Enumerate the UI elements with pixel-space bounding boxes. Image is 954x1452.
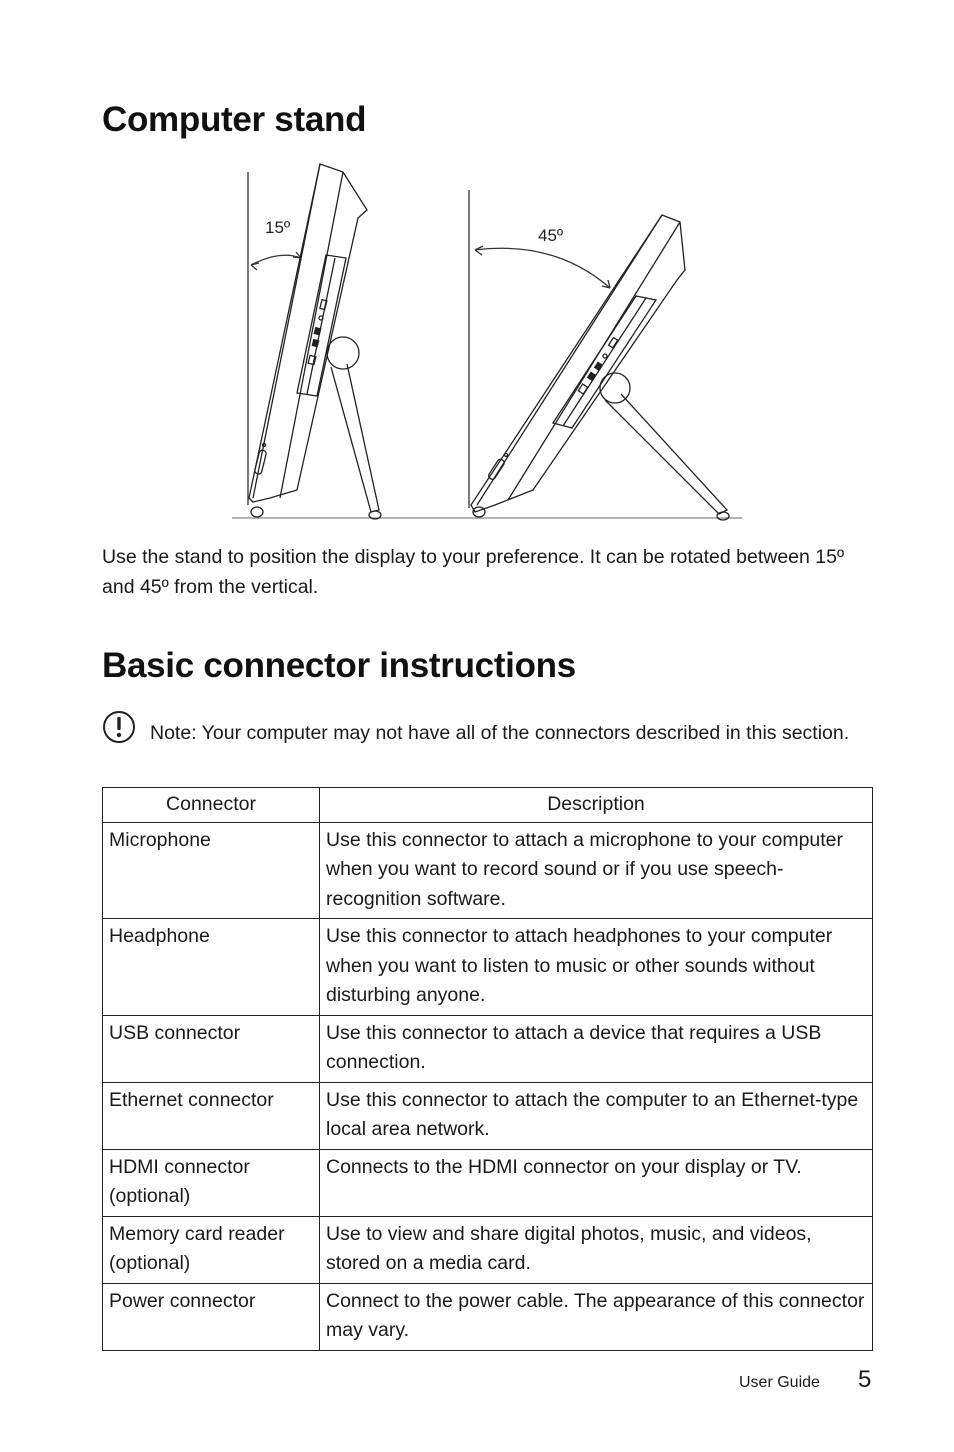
column-header-description: Description: [320, 788, 873, 823]
description-cell: Use this connector to attach a microphone to your computer when you want to record sound or if you use speech-recognition software.: [320, 822, 873, 919]
connector-table: [102, 787, 873, 1351]
note-body: Your computer may not have all of the connectors described in this section.: [196, 722, 850, 744]
angle-label-45: 45º: [538, 226, 564, 245]
table-row: [103, 1216, 873, 1283]
connector-cell: Power connector: [103, 1283, 320, 1350]
stand-description: Use the stand to position the display to your preference. It can be rotated between 15º and 45º from the vertical.: [102, 546, 845, 598]
connector-cell: HDMI connector (optional): [103, 1149, 320, 1216]
column-header-connector: Connector: [103, 788, 320, 823]
note-text: [150, 718, 870, 748]
description-cell: Connects to the HDMI connector on your display or TV.: [320, 1149, 873, 1216]
table-header-row: [103, 788, 873, 823]
connector-cell: Headphone: [103, 919, 320, 1016]
description-cell: Use to view and share digital photos, music, and videos, stored on a media card.: [320, 1216, 873, 1283]
table-row: [103, 1283, 873, 1350]
connector-cell: Microphone: [103, 822, 320, 919]
description-cell: Use this connector to attach a device that requires a USB connection.: [320, 1015, 873, 1082]
page-number: 5: [858, 1366, 872, 1393]
section-title-connectors: Basic connector instructions: [102, 646, 576, 685]
stand-angle-figure: [225, 160, 750, 525]
table-row: [103, 919, 873, 1016]
connector-cell: Ethernet connector: [103, 1082, 320, 1149]
connector-cell: Memory card reader (optional): [103, 1216, 320, 1283]
table-row: [103, 1149, 873, 1216]
stand-illustration: [225, 160, 750, 525]
description-cell: Use this connector to attach the computer to an Ethernet-type local area network.: [320, 1082, 873, 1149]
table-row: [103, 1082, 873, 1149]
angle-label-15: 15º: [265, 218, 291, 237]
description-cell: Use this connector to attach headphones to your computer when you want to listen to music or other sounds without disturbing anyone.: [320, 919, 873, 1016]
connector-cell: USB connector: [103, 1015, 320, 1082]
note-label: Note:: [150, 722, 197, 744]
section-title-computer-stand: Computer stand: [102, 100, 367, 139]
description-cell: Connect to the power cable. The appearance of this connector may vary.: [320, 1283, 873, 1350]
footer-label: User Guide: [739, 1374, 820, 1391]
table-row: [103, 1015, 873, 1082]
exclamation-icon: [102, 710, 136, 744]
table-row: [103, 822, 873, 919]
